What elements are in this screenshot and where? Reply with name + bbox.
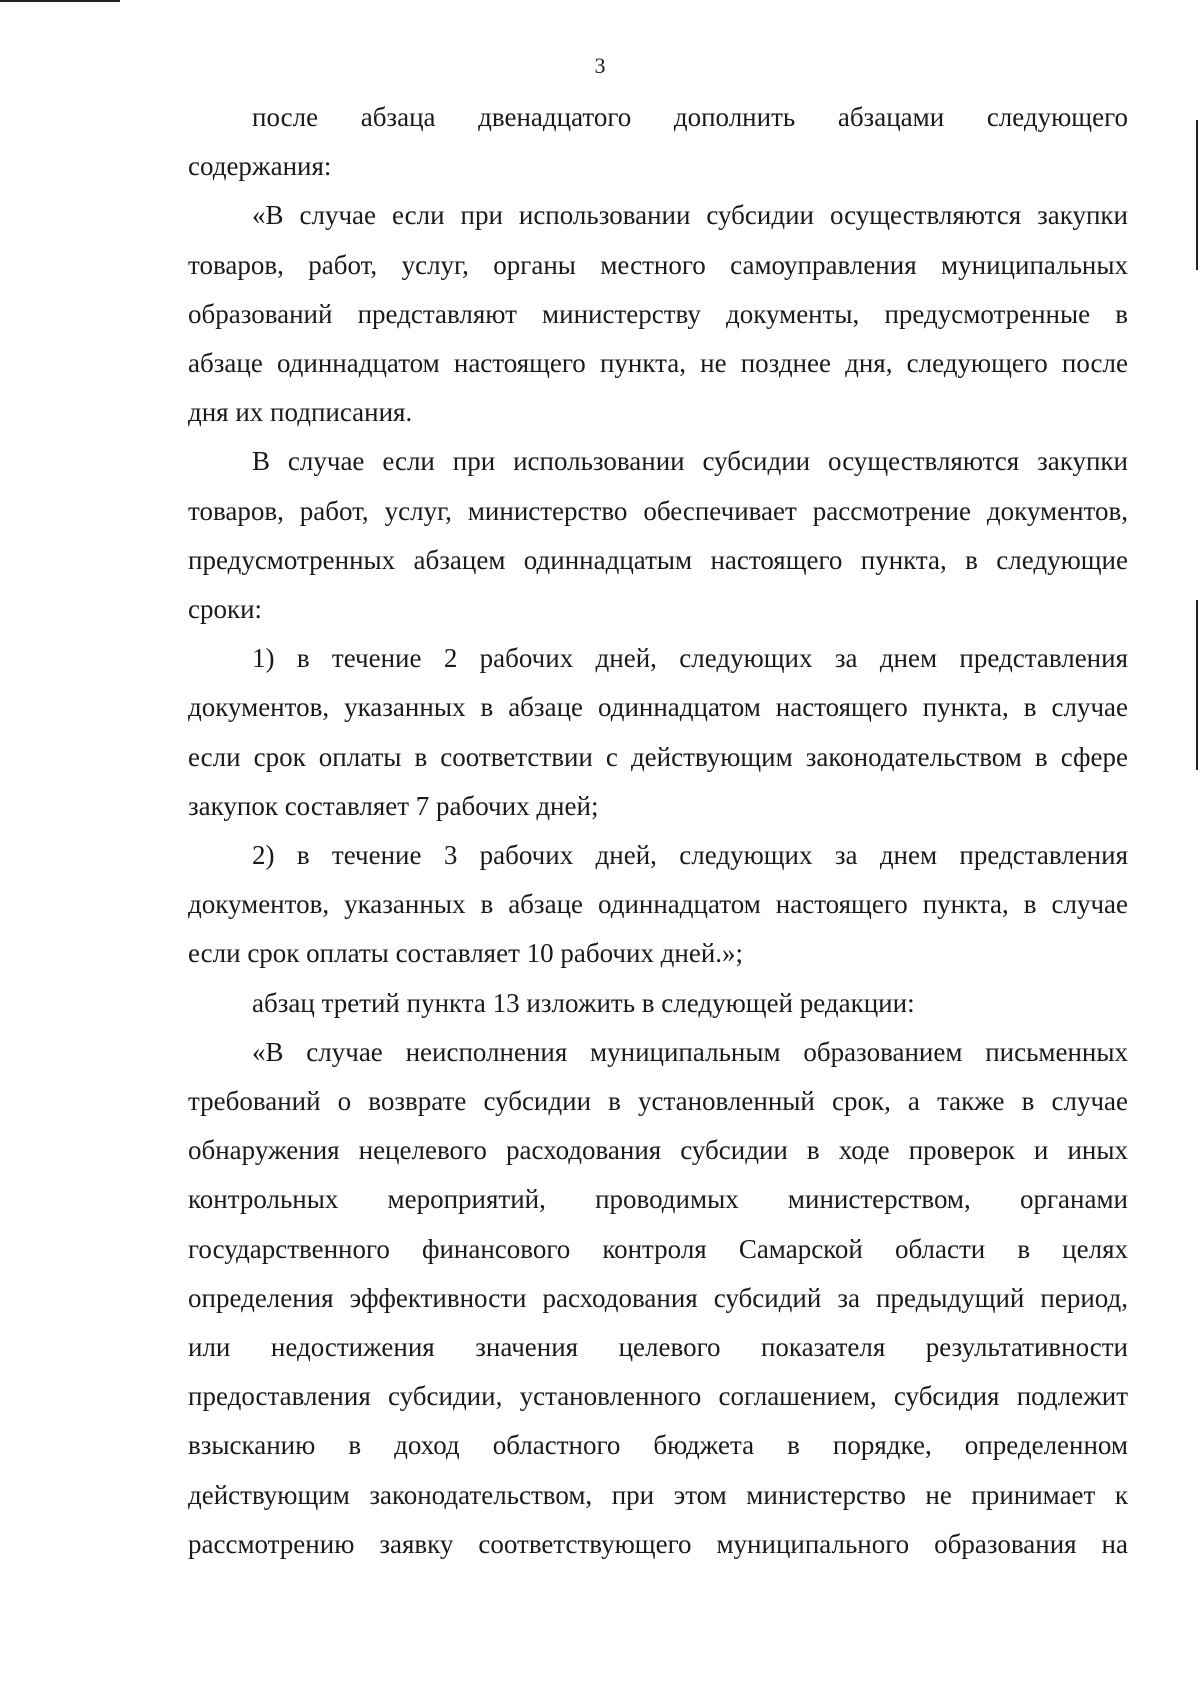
text-line: после абзаца двенадцатого дополнить абзацами следующего bbox=[252, 102, 1128, 132]
text-line: если срок оплаты в соответствии с действующим законодательством в сфере bbox=[188, 741, 1128, 772]
page-number: 3 bbox=[594, 53, 606, 78]
document-body bbox=[188, 93, 1128, 1569]
text-line: содержания: bbox=[188, 151, 332, 182]
text-line: образований представляют министерству документы, предусмотренные в bbox=[188, 298, 1128, 329]
text-line: предусмотренных абзацем одиннадцатым настоящего пункта, в следующие bbox=[188, 544, 1128, 575]
text-line: рассмотрению заявку соответствующего муниципального образования на bbox=[188, 1528, 1128, 1559]
scan-edge-mark-right-upper bbox=[1196, 120, 1198, 270]
text-line: контрольных мероприятий, проводимых министерством, органами bbox=[188, 1184, 1128, 1215]
text-line: документов, указанных в абзаце одиннадцатом настоящего пункта, в случае bbox=[188, 692, 1128, 723]
text-line: требований о возврате субсидии в установленный срок, а также в случае bbox=[188, 1086, 1128, 1117]
text-line: определения эффективности расходования субсидий за предыдущий период, bbox=[188, 1282, 1128, 1313]
text-line: документов, указанных в абзаце одиннадцатом настоящего пункта, в случае bbox=[188, 889, 1128, 920]
text-line: предоставления субсидии, установленного соглашением, субсидия подлежит bbox=[188, 1381, 1128, 1412]
text-line: товаров, работ, услуг, органы местного самоуправления муниципальных bbox=[188, 249, 1128, 280]
text-line: государственного финансового контроля Самарской области в целях bbox=[188, 1233, 1128, 1264]
text-line: действующим законодательством, при этом министерство не принимает к bbox=[188, 1479, 1128, 1510]
text-line: сроки: bbox=[188, 594, 263, 625]
scan-edge-mark-right-lower bbox=[1196, 600, 1198, 770]
text-line: «В случае если при использовании субсидии осуществляются закупки bbox=[252, 200, 1128, 231]
text-line: закупок составляет 7 рабочих дней; bbox=[188, 790, 599, 821]
text-line: товаров, работ, услуг, министерство обеспечивает рассмотрение документов, bbox=[188, 495, 1128, 526]
text-line: взысканию в доход областного бюджета в порядке, определенном bbox=[188, 1430, 1128, 1461]
text-line: 2) в течение 3 рабочих дней, следующих за днем представления bbox=[252, 840, 1128, 871]
text-line: В случае если при использовании субсидии осуществляются закупки bbox=[252, 446, 1128, 477]
text-line: «В случае неисполнения муниципальным образованием письменных bbox=[252, 1036, 1128, 1067]
text-line: или недостижения значения целевого показателя результативности bbox=[188, 1332, 1128, 1363]
text-line: 1) в течение 2 рабочих дней, следующих за днем представления bbox=[252, 643, 1128, 674]
text-line: абзаце одиннадцатом настоящего пункта, не позднее дня, следующего после bbox=[188, 348, 1128, 379]
text-line: абзац третий пункта 13 изложить в следующей редакции: bbox=[252, 987, 915, 1018]
scan-edge-mark-top-left bbox=[0, 0, 120, 2]
text-line: обнаружения нецелевого расходования субсидии в ходе проверок и иных bbox=[188, 1135, 1128, 1166]
text-line: дня их подписания. bbox=[188, 397, 413, 428]
text-line: если срок оплаты составляет 10 рабочих дней.»; bbox=[188, 938, 744, 969]
